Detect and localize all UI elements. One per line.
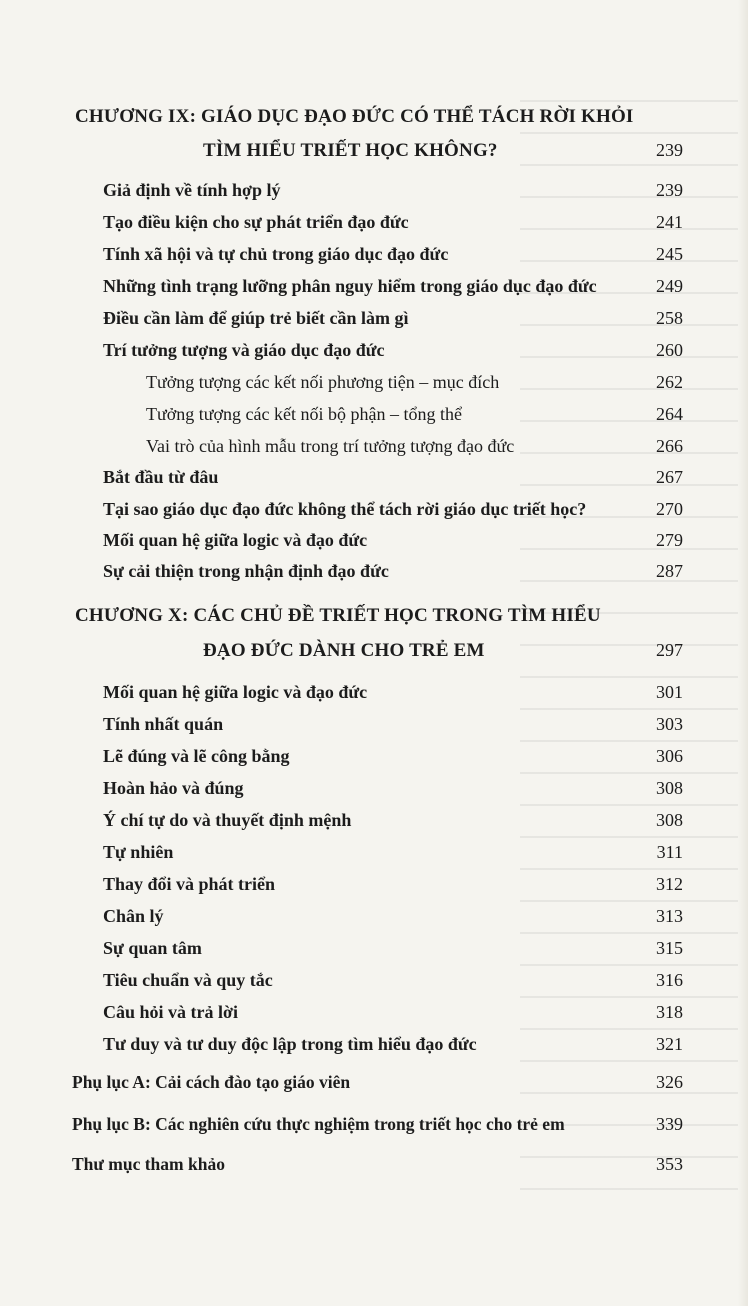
page-number: 262 [656,372,683,392]
subsection-title: Tưởng tượng các kết nối phương tiện – mục đích [146,372,500,392]
page-number: 313 [656,906,683,926]
page-number: 311 [656,842,683,862]
section-title: Tính nhất quán [103,714,224,734]
page-number: 266 [656,436,683,456]
page-number: 321 [656,1034,683,1054]
section-title: Tạo điều kiện cho sự phát triển đạo đức [103,212,409,232]
section-title: Chân lý [103,906,164,926]
section-title: Hoàn hảo và đúng [103,778,244,798]
page-number: 301 [656,682,683,702]
section-title: Điều cần làm để giúp trẻ biết cần làm gì [103,308,409,328]
page-number: 267 [656,467,683,487]
section-title: Bắt đầu từ đâu [103,467,219,487]
page-number: 264 [656,404,683,424]
page-number: 279 [656,530,683,550]
page-number: 239 [656,180,683,200]
section-title: Tại sao giáo dục đạo đức không thể tách rời giáo dục triết học? [103,499,587,519]
chapter-title: CHƯƠNG X: CÁC CHỦ ĐỀ TRIẾT HỌC TRONG TÌM HIỂU [75,605,601,626]
page-number: 303 [656,714,683,734]
chapter-title: TÌM HIỂU TRIẾT HỌC KHÔNG? [203,140,498,161]
page-number: 241 [656,212,683,232]
page-number: 245 [656,244,683,264]
section-title: Mối quan hệ giữa logic và đạo đức [103,530,368,550]
page-edge [738,0,748,1306]
page-number: 260 [656,340,683,360]
page-number: 353 [656,1154,683,1174]
page-number: 316 [656,970,683,990]
page-number: 249 [656,276,683,296]
section-title: Thay đổi và phát triển [103,874,276,894]
section-title: Tiêu chuẩn và quy tắc [103,970,273,990]
page-number: 339 [656,1114,683,1134]
section-title: Mối quan hệ giữa logic và đạo đức [103,682,368,702]
page-number: 258 [656,308,683,328]
page-number: 312 [656,874,683,894]
page-number: 239 [656,140,683,160]
section-title: Tư duy và tư duy độc lập trong tìm hiểu đạo đức [103,1034,477,1054]
page-number: 326 [656,1072,683,1092]
section-title: Những tình trạng lưỡng phân nguy hiểm trong giáo dục đạo đức [103,276,597,296]
page-number: 308 [656,810,683,830]
page-number: 270 [656,499,683,519]
section-title: Câu hỏi và trả lời [103,1002,238,1022]
bleed-through-shadow [520,100,740,1200]
section-title: Phụ lục A: Cải cách đào tạo giáo viên [72,1072,351,1092]
subsection-title: Vai trò của hình mẫu trong trí tưởng tượng đạo đức [146,436,515,456]
section-title: Ý chí tự do và thuyết định mệnh [103,810,352,830]
page-number: 287 [656,561,683,581]
section-title: Thư mục tham khảo [72,1154,225,1174]
chapter-title: ĐẠO ĐỨC DÀNH CHO TRẺ EM [203,640,485,661]
page-number: 315 [656,938,683,958]
page-number: 306 [656,746,683,766]
section-title: Giả định về tính hợp lý [103,180,281,200]
section-title: Tự nhiên [103,842,174,862]
section-title: Sự quan tâm [103,938,202,958]
chapter-title: CHƯƠNG IX: GIÁO DỤC ĐẠO ĐỨC CÓ THỂ TÁCH RỜI KHỎI [75,106,634,127]
section-title: Tính xã hội và tự chủ trong giáo dục đạo đức [103,244,449,264]
section-title: Sự cải thiện trong nhận định đạo đức [103,561,389,581]
page-number: 318 [656,1002,683,1022]
page-number: 308 [656,778,683,798]
section-title: Trí tưởng tượng và giáo dục đạo đức [103,340,385,360]
page-number: 297 [656,640,683,660]
section-title: Phụ lục B: Các nghiên cứu thực nghiệm trong triết học cho trẻ em [72,1114,565,1134]
section-title: Lẽ đúng và lẽ công bằng [103,746,290,766]
subsection-title: Tưởng tượng các kết nối bộ phận – tổng thể [146,404,462,424]
